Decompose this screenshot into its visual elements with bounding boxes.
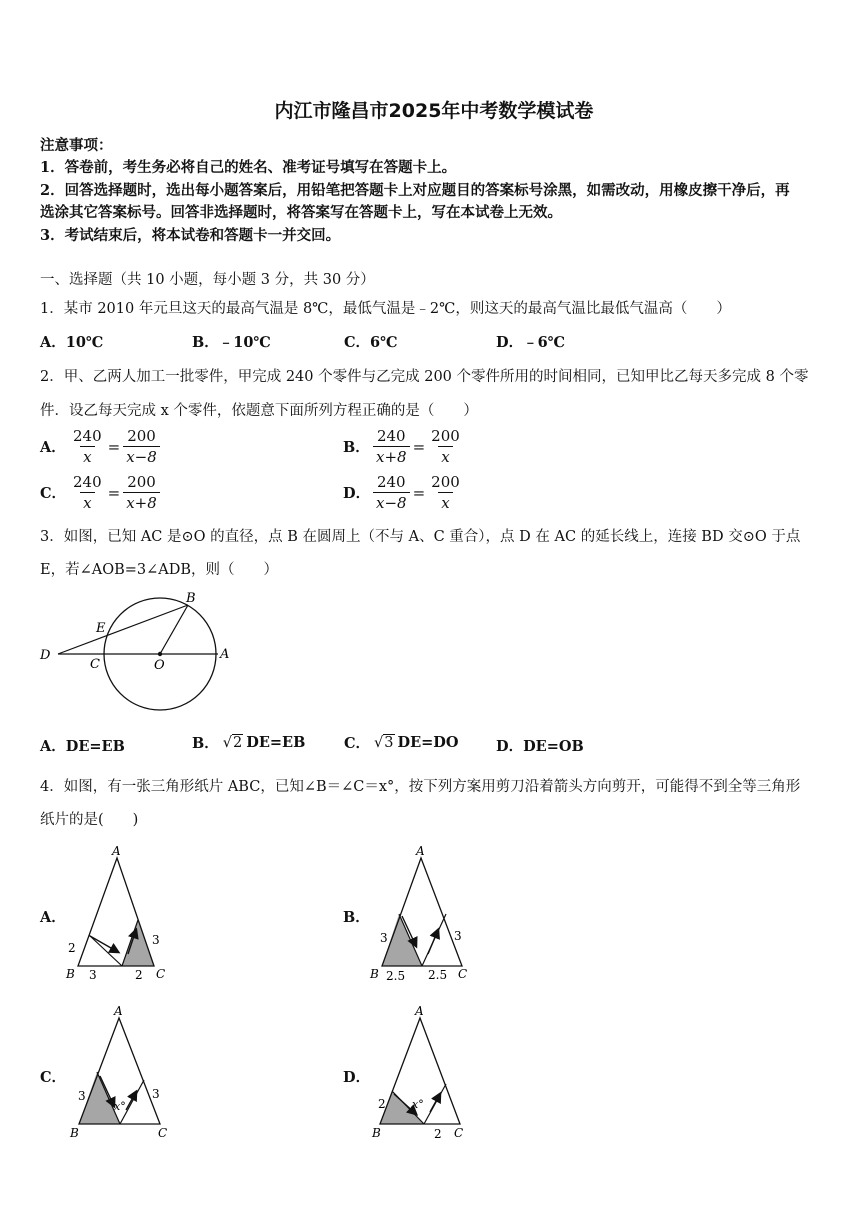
arrow-icon (428, 930, 438, 954)
svg-text:3: 3 (152, 933, 160, 947)
triangle-figure-d (366, 1002, 476, 1144)
label-e: E (96, 621, 106, 636)
fraction: $\frac{200}{x+8}$ (123, 472, 160, 513)
q2-option-c-label: C． (40, 485, 67, 502)
svg-text:C: C (458, 967, 468, 981)
notes-line-1: 1．答卷前，考生务必将自己的姓名、准考证号填写在答题卡上。 (40, 159, 457, 176)
label-b: B (186, 591, 196, 606)
q1-stem: 1．某市 2010 年元旦这天的最高气温是 8℃，最低气温是﹣2℃，则这天的最高气温比最低气温高（ ） (40, 301, 731, 317)
q3-option-a: A．DE=EB (40, 738, 125, 755)
svg-text:A: A (416, 844, 425, 858)
fraction: $\frac{200}{x}$ (431, 427, 460, 466)
arrow-icon (430, 1094, 440, 1112)
fraction: $\frac{240}{x}$ (73, 427, 102, 466)
q1-option-c: C．6℃ (344, 334, 398, 351)
svg-text:C: C (158, 1126, 168, 1140)
q4-option-b-label: B． (343, 909, 370, 926)
q2-option-c: C． $\frac{240}{x}$ = $\frac{200}{x+8}$ (40, 472, 160, 513)
svg-text:x°: x° (412, 1098, 424, 1111)
fraction: $\frac{200}{x-8}$ (123, 426, 160, 467)
q4-option-d-label: D． (343, 1069, 371, 1086)
q2-option-b: B． $\frac{240}{x+8}$ = $\frac{200}{x}$ (343, 426, 463, 467)
notes-line-2b: 选涂其它答案标号。回答非选择题时，将答案写在答题卡上，写在本试卷上无效。 (40, 204, 562, 221)
q4-stem-line2: 纸片的是( ) (40, 812, 139, 828)
svg-text:2.5: 2.5 (428, 968, 448, 982)
q4-option-c-label: C． (40, 1069, 67, 1086)
svg-text:3: 3 (454, 929, 462, 943)
q3-stem-line1: 3．如图，已知 AC 是⊙O 的直径，点 B 在圆周上（不与 A、C 重合），点 D 在 AC 的延长线上，连接 BD 交⊙O 于点 (40, 529, 801, 545)
fraction: $\frac{240}{x}$ (73, 473, 102, 512)
q4-stem-line1: 4．如图，有一张三角形纸片 ABC，已知∠B＝∠C＝x°，按下列方案用剪刀沿着箭头方向剪开，可能得不到全等三角形 (40, 779, 801, 795)
q1-option-a: A．10℃ (40, 334, 104, 351)
svg-text:2: 2 (68, 941, 76, 955)
svg-text:A: A (114, 1004, 123, 1018)
fraction: $\frac{200}{x}$ (431, 473, 460, 512)
page-title: 内江市隆昌市2025年中考数学模试卷 (274, 100, 594, 122)
svg-text:C: C (156, 967, 166, 981)
svg-text:C: C (454, 1126, 464, 1140)
q2-stem-line1: 2．甲、乙两人加工一批零件，甲完成 240 个零件与乙完成 200 个零件所用的时间相同，已知甲比乙每天多完成 8 个零 (40, 369, 809, 385)
svg-text:3: 3 (78, 1089, 86, 1103)
fraction: $\frac{240}{x+8}$ (373, 426, 410, 467)
label-c: C (90, 657, 100, 672)
q1-option-d: D．﹣6℃ (496, 334, 566, 351)
notes-line-2a: 2．回答选择题时，选出每小题答案后，用铅笔把答题卡上对应题目的答案标号涂黑，如需改动，用橡皮擦干净后，再 (40, 182, 790, 199)
notes-heading: 注意事项： (40, 137, 113, 154)
triangle-figure-b (366, 842, 476, 984)
q3-option-d: D．DE=OB (496, 738, 584, 755)
q1-option-b: B．﹣10℃ (192, 334, 271, 351)
svg-text:B: B (372, 1126, 381, 1140)
q3-option-c: C． √3 DE=DO (344, 734, 459, 752)
notes-line-3: 3．考试结束后，将本试卷和答题卡一并交回。 (40, 227, 341, 244)
q2-option-a-label: A． (40, 439, 66, 456)
sqrt: √2 (222, 734, 243, 751)
label-a: A (220, 647, 230, 662)
line-ob (160, 605, 188, 654)
fraction: $\frac{240}{x-8}$ (373, 472, 410, 513)
sqrt: √3 (374, 734, 394, 751)
svg-text:3: 3 (89, 968, 97, 982)
svg-text:2: 2 (434, 1127, 442, 1141)
q3-stem-line2: E，若∠AOB=3∠ADB，则（ ） (40, 562, 279, 578)
svg-text:3: 3 (380, 931, 388, 945)
triangle-figure-c (62, 1002, 178, 1144)
arrow-icon (126, 1092, 136, 1110)
shaded-region (122, 920, 154, 966)
svg-text:2: 2 (135, 968, 143, 982)
svg-text:2.5: 2.5 (386, 969, 406, 983)
svg-text:B: B (370, 967, 379, 981)
section-heading: 一、选择题（共 10 小题，每小题 3 分，共 30 分） (40, 272, 375, 288)
label-o: O (154, 658, 165, 673)
svg-text:A: A (415, 1004, 424, 1018)
svg-text:x°: x° (114, 1100, 126, 1113)
triangle-figure-a (62, 842, 172, 984)
q2-option-d: D． $\frac{240}{x-8}$ = $\frac{200}{x}$ (343, 472, 463, 513)
q2-stem-line2: 件．设乙每天完成 x 个零件，依题意下面所列方程正确的是（ ） (40, 403, 478, 419)
svg-text:A: A (112, 844, 121, 858)
q2-option-b-label: B． (343, 439, 370, 456)
q4-option-a-label: A． (40, 909, 66, 926)
center-dot (158, 652, 162, 656)
q2-option-d-label: D． (343, 485, 371, 502)
q2-option-a: A． $\frac{240}{x}$ = $\frac{200}{x-8}$ (40, 426, 160, 467)
label-d: D (40, 648, 51, 663)
svg-text:3: 3 (152, 1087, 160, 1101)
svg-text:B: B (70, 1126, 79, 1140)
q3-option-b: B． √2 DE=EB (192, 734, 306, 752)
svg-text:B: B (66, 967, 75, 981)
svg-text:2: 2 (378, 1097, 386, 1111)
circle-figure (38, 588, 238, 712)
